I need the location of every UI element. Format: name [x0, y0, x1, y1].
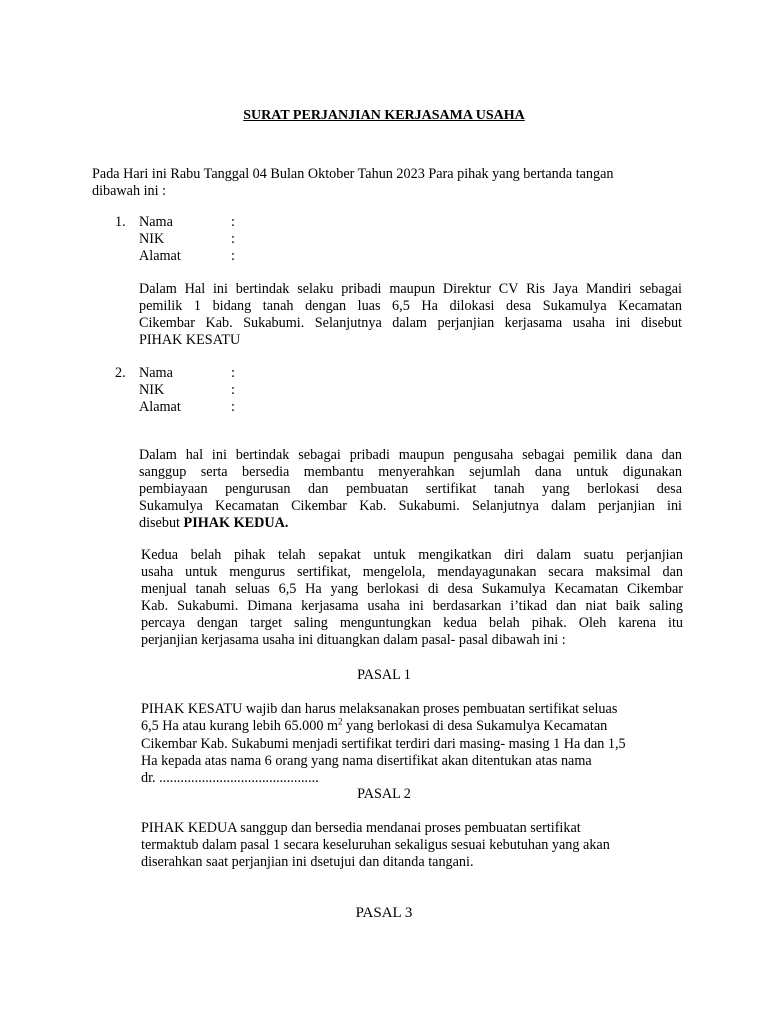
pasal-2-line: diserahkan saat perjanjian ini dsetujui dan ditanda tangani.	[141, 854, 474, 870]
party-2-desc-line: Sukamulya Kecamatan Cikembar Kab. Sukabumi. Selanjutnya dalam perjanjian ini	[139, 498, 682, 514]
agreement-line: perjanjian kerjasama usaha ini dituangkan dalam pasal- pasal dibawah ini :	[141, 632, 566, 648]
party-2-nik-colon: :	[231, 382, 235, 398]
party-2-address-label: Alamat	[139, 399, 181, 415]
pasal-2-heading: PASAL 2	[357, 786, 411, 802]
pasal-1-line: PIHAK KESATU wajib dan harus melaksanakan proses pembuatan sertifikat seluas	[141, 701, 618, 717]
pasal-1-line: dr. .............................................	[141, 770, 319, 786]
intro-line-2: dibawah ini :	[92, 183, 167, 199]
party-2-description	[139, 447, 682, 532]
agreement-line: percaya dengan target saling menguntungkan kedua belah pihak. Oleh karena itu	[141, 615, 683, 631]
pasal-2-line: termaktub dalam pasal 1 secara keseluruhan sekaligus sesuai kebutuhan yang akan	[141, 837, 610, 853]
pihak-kedua-label: PIHAK KEDUA.	[183, 515, 289, 531]
party-2-number: 2.	[115, 365, 126, 381]
party-2-desc-line: Dalam hal ini bertindak sebagai pribadi maupun pengusaha sebagai pemilik dana dan	[139, 447, 682, 463]
agreement-line: usaha untuk mengurus sertifikat, mengelola, mendayagunakan secara maksimal dan	[141, 564, 683, 580]
party-2-desc-line: sanggup serta bersedia membantu menyerahkan sejumlah dana untuk digunakan	[139, 464, 682, 480]
pasal-3-heading: PASAL 3	[355, 905, 413, 921]
agreement-line: menjual tanah seluas 6,5 Ha yang berlokasi di desa Sukamulya Kecamatan Cikembar	[141, 581, 683, 597]
party-1-nik-colon: :	[231, 231, 235, 247]
agreement-line: Kab. Sukabumi. Dimana kerjasama usaha ini berdasarkan i’tikad dan niat baik saling	[141, 598, 683, 614]
party-2-desc-line: pembiayaan pengurusan dan pembuatan sertifikat tanah yang berlokasi desa	[139, 481, 682, 497]
party-2-name-label: Nama	[139, 365, 173, 381]
party-1-desc-line: Dalam Hal ini bertindak selaku pribadi maupun Direktur CV Ris Jaya Mandiri sebagai	[139, 281, 682, 297]
agreement-line: Kedua belah pihak telah sepakat untuk mengikatkan diri dalam suatu perjanjian	[141, 547, 683, 563]
party-1-desc-line: Cikembar Kab. Sukabumi. Selanjutnya dalam perjanjian kerjasama usaha ini disebut	[139, 315, 682, 331]
party-2-nik-label: NIK	[139, 382, 165, 398]
agreement-paragraph	[141, 547, 683, 649]
party-1-description	[139, 281, 682, 349]
party-1-name-label: Nama	[139, 214, 173, 230]
pasal-1-heading: PASAL 1	[357, 667, 411, 683]
party-1-address-label: Alamat	[139, 248, 181, 264]
pasal-1-line-2	[141, 718, 607, 735]
party-1-desc-line: PIHAK KESATU	[139, 332, 241, 348]
party-2-name-colon: :	[231, 365, 235, 381]
document-title: SURAT PERJANJIAN KERJASAMA USAHA	[243, 108, 525, 123]
party-2-desc-prefix: disebut	[139, 515, 184, 531]
party-2-address-colon: :	[231, 399, 235, 415]
pasal-2-line: PIHAK KEDUA sanggup dan bersedia mendanai proses pembuatan sertifikat	[141, 820, 581, 836]
party-1-number: 1.	[115, 214, 126, 230]
party-1-desc-line: pemilik 1 bidang tanah dengan luas 6,5 Ha dilokasi desa Sukamulya Kecamatan	[139, 298, 682, 314]
party-1-nik-label: NIK	[139, 231, 165, 247]
intro-line-1: Pada Hari ini Rabu Tanggal 04 Bulan Oktober Tahun 2023 Para pihak yang bertanda tangan	[92, 166, 614, 182]
party-1-name-colon: :	[231, 214, 235, 230]
pasal-1-line-2-b: yang berlokasi di desa Sukamulya Kecamatan	[342, 718, 608, 734]
pasal-1-line: Ha kepada atas nama 6 orang yang nama disertifikat akan ditentukan atas nama	[141, 753, 592, 769]
pasal-1-superscript: 2	[338, 716, 343, 727]
party-1-address-colon: :	[231, 248, 235, 264]
pasal-1-line-2-a: 6,5 Ha atau kurang lebih 65.000 m	[141, 718, 339, 734]
pasal-1-line: Cikembar Kab. Sukabumi menjadi sertifikat terdiri dari masing- masing 1 Ha dan 1,5	[141, 736, 626, 752]
party-2-desc-last-line	[139, 515, 682, 532]
